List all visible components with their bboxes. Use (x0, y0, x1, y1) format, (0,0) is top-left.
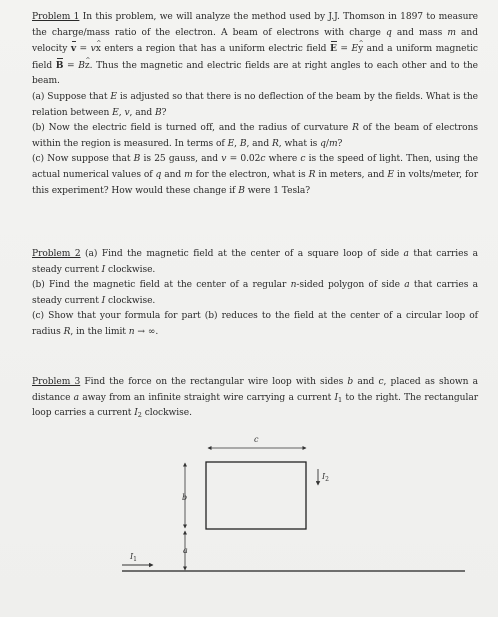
problem-1-part-a: (a) Suppose that E is adjusted so that there is no deflection of the beam by the fields. What is the relation between E, v, and B? (32, 91, 479, 118)
label-i2: $I_2$ (322, 472, 329, 483)
problem-1-part-c: (c) Now suppose that B is 25 gauss, and v = 0.02c where c is the speed of light. Then, using the actual numerical values of q and m for the electron, what is R in meters, and E in volts/meter, for this experiment? How would these change if B were 1 Tesla? (32, 154, 479, 196)
label-c: c (254, 435, 259, 444)
problem-1-label: Problem 1 (32, 12, 80, 22)
problem-2-part-b: (b) Find the magnetic field at the center of a regular n-sided polygon of side a that carries a steady current I clockwise. (32, 280, 478, 306)
problem-3-label: Problem 3 (32, 377, 81, 387)
problem-2-part-a: Problem 2 (a) Find the magnetic field at the center of a square loop of side a that carries a steady current I clockwise. (32, 249, 478, 275)
problem-1-intro: Problem 1 In this problem, we will analyze the method used by J.J. Thomson in 1897 to measure the charge/mass ratio of the electron. A beam of electrons with charge q and mass m and velocity v = v^ x enters a region that has a uniform electric field E = E^ y and a uniform magnetic field B = B^ z. Thus the magnetic and electric fields are at right angles to each other and to the beam. (32, 10, 478, 90)
problem-1-part-b: (b) Now the electric field is turned off, and the radius of curvature R of the beam of electrons within the region is measured. In terms of E, B, and R, what is q/m? (32, 123, 478, 149)
label-i1: $I_1$ (130, 552, 137, 563)
label-b: b (182, 493, 188, 502)
problem-3-text: Problem 3 Find the force on the rectangular wire loop with sides b and c, placed as shown a distance a away from an infinite straight wire carrying a current $I_1$ to the right. The rectangular loop carries a current $I_2$ clockwise. (32, 377, 478, 420)
rectangular-loop (206, 462, 306, 529)
problem-2-label: Problem 2 (32, 249, 81, 259)
label-a: a (183, 546, 188, 555)
problem-2-part-c: (c) Show that your formula for part (b) reduces to the field at the center of a circular loop of radius R, in the limit n → ∞. (32, 311, 478, 337)
